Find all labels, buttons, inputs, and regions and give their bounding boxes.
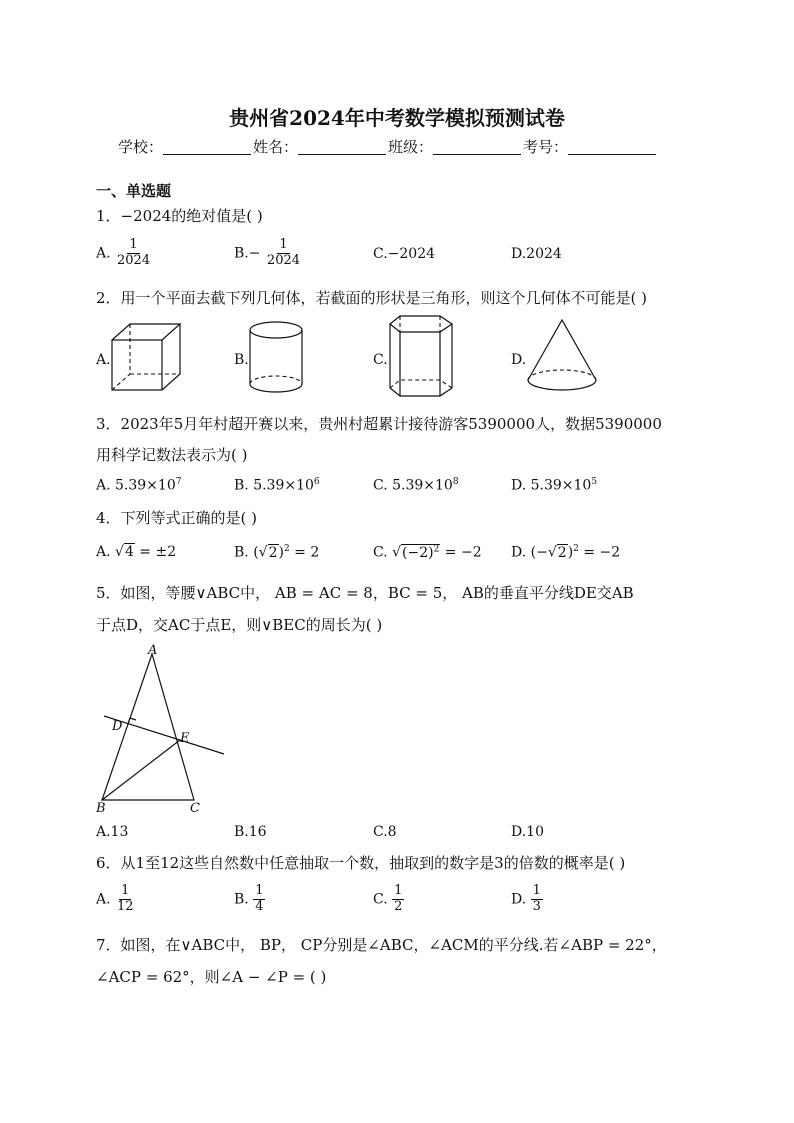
q6-option-a [96, 884, 136, 915]
numerator: 1 [255, 883, 264, 898]
question-4-stem: 4．下列等式正确的是( ) [96, 509, 258, 527]
school-label: 学校： [118, 138, 164, 156]
number-blank [568, 138, 656, 155]
section-heading: 一、单选题 [96, 182, 172, 200]
denominator: 12 [117, 898, 134, 914]
q6-option-b [234, 884, 265, 915]
name-label: 姓名： [253, 138, 299, 156]
q4-a-label: A. [96, 544, 116, 560]
exponent: 8 [452, 477, 459, 487]
q6-c-label: C. [373, 891, 388, 908]
number-label: 考号： [523, 138, 569, 156]
question-5-stem-line1: 5．如图，等腰∨ABC中， AB = AC = 8，BC = 5， AB的垂直平分线DE交AB [96, 584, 634, 602]
q4-b-label: B. [234, 544, 254, 561]
radicand-base: (−2) [402, 544, 434, 561]
q3-option-c-base: C. 5.39×10 [373, 477, 453, 494]
numerator: 1 [394, 883, 403, 898]
class-label: 班级： [388, 138, 434, 156]
fraction [531, 884, 543, 915]
denominator: 4 [255, 898, 264, 914]
q6-a-label: A. [96, 891, 111, 908]
q3-option-a-base: A. 5.39×10 [96, 477, 176, 494]
question-2-stem: 2．用一个平面去截下列几何体，若截面的形状是三角形，则这个几何体不可能是( ) [96, 289, 648, 307]
exponent: 6 [313, 477, 320, 487]
q4-b-rhs: = 2 [289, 544, 320, 561]
fraction [253, 884, 265, 915]
hexagonal-prism-figure [388, 314, 454, 402]
q3-option-b-base: B. 5.39×10 [234, 477, 314, 494]
q6-b-label: B. [234, 891, 249, 908]
vertex-a-label: A [148, 643, 158, 658]
radicand [401, 544, 440, 561]
q3-option-a [96, 477, 181, 494]
q2-option-a-label: A. [96, 352, 111, 368]
fraction [392, 884, 404, 915]
question-7-stem-line2: ∠ACP = 62°，则∠A − ∠P = ( ) [96, 968, 327, 986]
exponent: 2 [433, 544, 440, 554]
q2-option-d-label: D. [511, 352, 527, 368]
page-title: 贵州省2024年中考数学模拟预测试卷 [229, 106, 565, 130]
q1-option-d: D.2024 [511, 246, 562, 262]
q5-option-c: C.8 [373, 824, 397, 840]
cube-figure [110, 322, 182, 394]
q4-c-label: C. [373, 544, 393, 561]
class-blank [433, 138, 521, 155]
name-blank [298, 138, 386, 155]
exponent: 7 [175, 477, 182, 487]
q4-option-b: B. $(√2)^2 = 2$ [234, 544, 320, 561]
numerator: 1 [279, 237, 288, 252]
numerator: 1 [129, 237, 138, 252]
q1-option-b-label: B.− [234, 245, 261, 262]
point-e-label: E [180, 731, 190, 746]
denominator: 3 [532, 898, 541, 914]
question-5-stem-line2: 于点D，交AC于点E，则∨BEC的周长为( ) [96, 616, 383, 634]
q3-option-d-base: D. 5.39×10 [511, 477, 592, 494]
radicand: 2 [557, 544, 567, 561]
radicand: 2 [268, 544, 278, 561]
point-d-label: D [112, 719, 123, 734]
q2-option-c-label: C. [373, 352, 388, 368]
q4-option-a: A. √4 = ±2 [96, 544, 177, 560]
q3-option-d [511, 477, 597, 494]
q5-option-a: A.13 [96, 824, 129, 840]
question-3-stem-line1: 3．2023年5月年村超开赛以来，贵州村超累计接待游客5390000人，数据5390000 [96, 415, 662, 433]
q5-option-d: D.10 [511, 824, 544, 840]
q5-option-b: B.16 [234, 824, 267, 840]
q6-option-d [511, 884, 543, 915]
q4-option-c: C. $√(-2)^2 = -2$ [373, 544, 482, 561]
q1-option-a-label: A. [96, 245, 111, 262]
radicand: 4 [124, 544, 134, 560]
question-6-stem: 6．从1至12这些自然数中任意抽取一个数，抽取到的数字是3的倍数的概率是( ) [96, 854, 626, 872]
school-blank [163, 138, 251, 155]
q4-c-rhs: = −2 [440, 544, 482, 561]
q1-option-b-fraction [265, 238, 302, 269]
denominator: 2 [394, 898, 403, 914]
question-3-stem-line2: 用科学记数法表示为( ) [96, 446, 248, 464]
q1-option-b [234, 238, 302, 269]
q1-option-a-fraction [115, 238, 152, 269]
exponent: 2 [573, 544, 579, 554]
cone-figure [524, 318, 600, 396]
vertex-c-label: C [190, 801, 200, 816]
exponent: 2 [283, 544, 290, 554]
q6-d-label: D. [511, 891, 527, 908]
q4-option-d: D. $(-√2)^2 = -2$ [511, 544, 621, 561]
triangle-abc-figure [96, 642, 236, 814]
q4-d-label: D. [511, 544, 531, 561]
exponent: 5 [591, 477, 598, 487]
q4-d-rhs: = −2 [578, 544, 621, 561]
fraction [115, 884, 136, 915]
q3-option-c [373, 477, 459, 494]
q2-option-b-label: B. [234, 352, 249, 368]
cylinder-figure [248, 320, 304, 396]
q4-a-rhs: = ±2 [134, 544, 177, 560]
denominator: 2024 [117, 252, 151, 268]
q3-option-b [234, 477, 320, 494]
question-7-stem-line1: 7．如图，在∨ABC中， BP， CP分别是∠ABC，∠ACM的平分线.若∠ABP = 22°， [96, 936, 667, 954]
question-1-stem: 1．−2024的绝对值是( ) [96, 207, 263, 225]
q1-option-c: C.−2024 [373, 246, 436, 262]
vertex-b-label: B [96, 801, 106, 816]
q1-option-a [96, 238, 152, 269]
numerator: 1 [532, 883, 541, 898]
denominator: 2024 [266, 252, 301, 268]
student-info-row [118, 136, 658, 157]
q6-option-c [373, 884, 404, 915]
numerator: 1 [121, 883, 130, 898]
